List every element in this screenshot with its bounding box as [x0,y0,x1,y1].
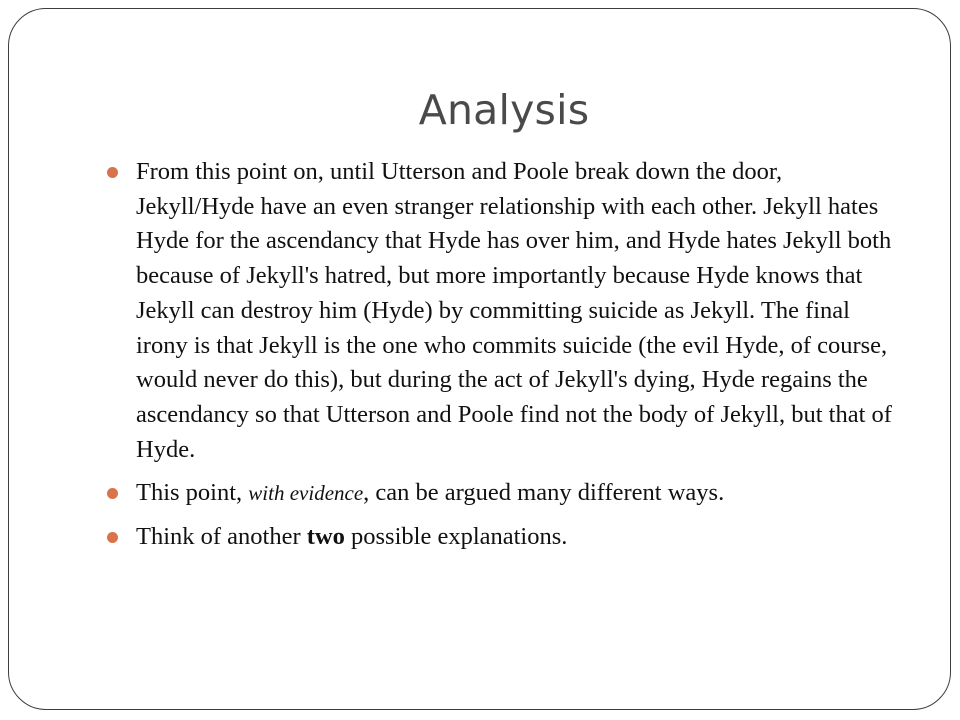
bullet-dot-icon [107,488,118,499]
bullet-text-emphasis: with evidence [248,481,364,506]
bullet-text-before: This point, [136,479,249,507]
bullet-text-strong: two [306,523,345,551]
slide-title: Analysis [418,86,590,134]
bullet-dot-icon [107,167,118,178]
bullet-item [104,520,904,555]
bullet-text-after: possible explanations. [344,523,568,551]
bullet-list [104,155,904,564]
bullet-text-before: Think of another [136,523,307,551]
bullet-text-after: , can be argued many different ways. [363,479,725,507]
bullet-dot-icon [107,532,118,543]
bullet-item [104,155,904,467]
bullet-text: From this point on, until Utterson and Poole break down the door, Jekyll/Hyde have an even stranger relationship with each other. Jekyll hates Hyde for the ascendancy that Hyde has over him, and Hyde hates Jekyll both because of Jekyll's hatred, but more importantly because Hyde knows that Jekyll can destroy him (Hyde) by committing suicide as Jekyll. The final irony is that Jekyll is the one who commits suicide (the evil Hyde, of course, would never do this), but during the act of Jekyll's dying, Hyde regains the ascendancy so that Utterson and Poole find not the body of Jekyll, but that of Hyde. [136,158,892,463]
bullet-item [104,476,904,511]
